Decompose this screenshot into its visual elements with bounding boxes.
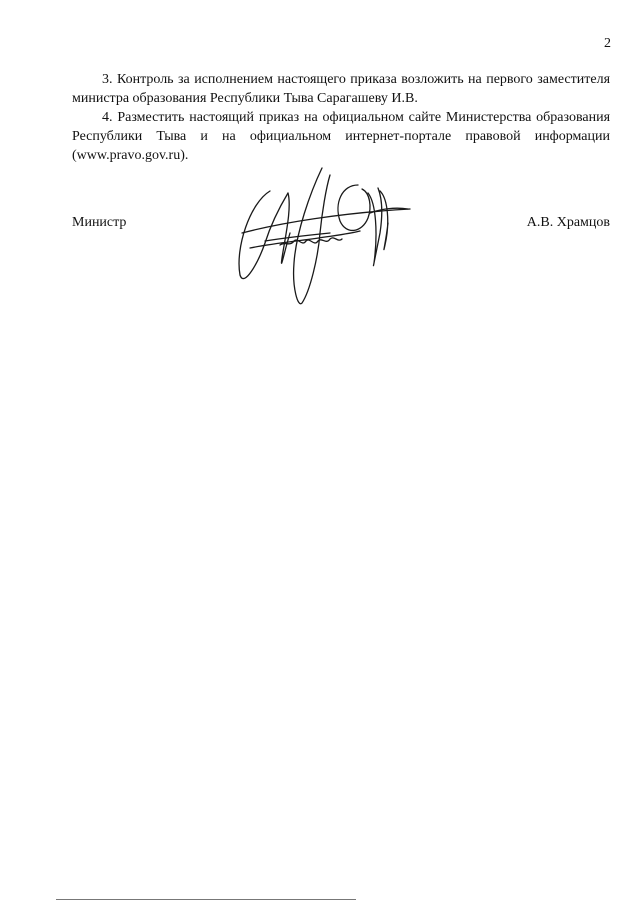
- signatory-name: А.В. Храмцов: [526, 215, 610, 230]
- paragraph-3: [72, 70, 610, 108]
- paragraph-number: 4.: [102, 110, 113, 125]
- handwritten-signature: [230, 163, 415, 313]
- bottom-rule: [56, 899, 356, 900]
- paragraph-number: 3.: [102, 72, 113, 87]
- document-body: [72, 70, 610, 165]
- signatory-title: Министр: [72, 215, 127, 230]
- paragraph-4: [72, 108, 610, 165]
- page-number: 2: [604, 36, 611, 51]
- paragraph-text: Разместить настоящий приказ на официальном сайте Министерства образования Республики Тыва и на официальном интернет-портале правовой информации (www.pravo.gov.ru).: [72, 110, 611, 163]
- paragraph-text: Контроль за исполнением настоящего приказа возложить на первого заместителя министра образования Республики Тыва Сарагашеву И.В.: [72, 72, 611, 106]
